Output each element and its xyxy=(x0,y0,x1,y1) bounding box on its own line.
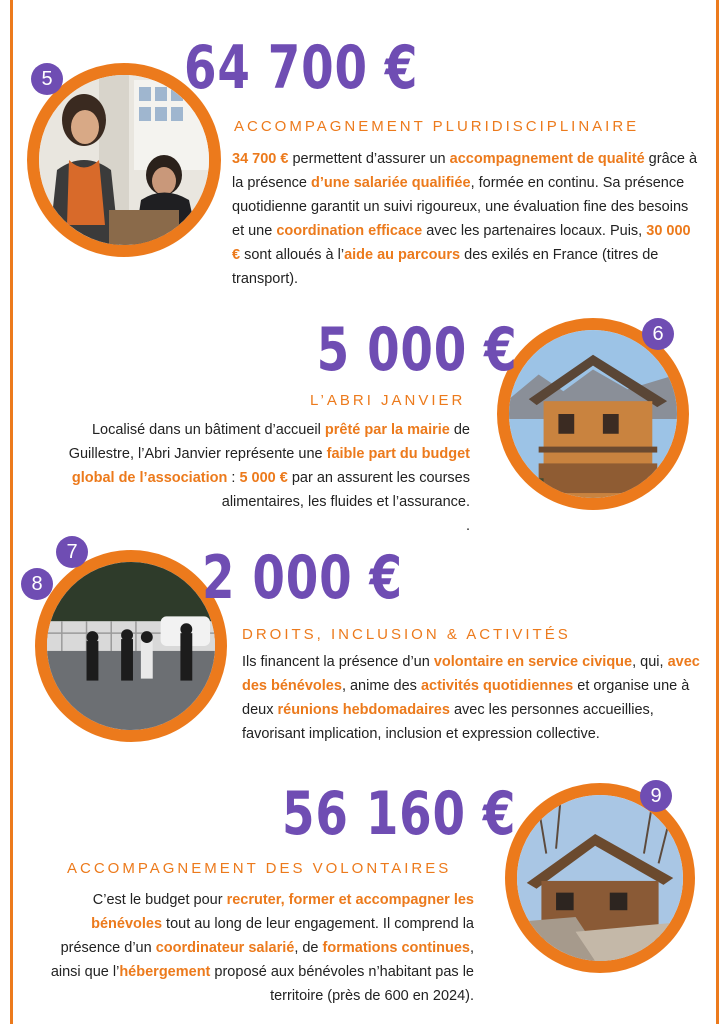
left-border xyxy=(10,0,13,1024)
section-number-badge: 8 xyxy=(21,568,53,600)
section-title: ACCOMPAGNEMENT DES VOLONTAIRES xyxy=(67,860,452,877)
section-amount: 5 000 € xyxy=(317,315,518,385)
right-border xyxy=(716,0,719,1024)
section-title: DROITS, INCLUSION & ACTIVITÉS xyxy=(242,626,571,643)
trailing-dot: . xyxy=(465,518,470,534)
section-amount: 2 000 € xyxy=(202,543,403,613)
section-description: Localisé dans un bâtiment d’accueil prêté par la mairie de Guillestre, l’Abri Janvier représente une faible part du budget global de l’association : 5 000 € par an assurent les courses alimentaires, les fluides et l’assurance. . xyxy=(68,422,470,534)
section-description: 34 700 € permettent d’assurer un accompagnement de qualité grâce à la présence d’une salariée qualifiée, formée en continu. Sa présence quotidienne garantit un suivi rigoureux, une évaluation fine des besoins et une coordination efficace avec les partenaires locaux. Puis, 30 000 € sont alloués à l’aide au parcours des exilés en France (titres de transport). xyxy=(232,151,698,287)
section-number-badge: 6 xyxy=(642,318,674,350)
section-description: Ils financent la présence d’un volontaire en service civique, qui, avec des bénévoles, anime des activités quotidiennes et organise une à deux réunions hebdomadaires avec les personnes accueillies, favorisant implication, inclusion et expression collective. xyxy=(242,654,700,742)
section-number-badge: 7 xyxy=(56,536,88,568)
section-description: C’est le budget pour recruter, former et accompagner les bénévoles tout au long de leur engagement. Il comprend la présence d’un coordinateur salarié, de formations continues, ainsi que l’hébergement proposé aux bénévoles n’habitant pas le territoire (près de 600 en 2024). xyxy=(50,892,474,1004)
section-title: ACCOMPAGNEMENT PLURIDISCIPLINAIRE xyxy=(234,118,640,135)
photo-football-circle xyxy=(35,550,227,742)
section-title: L’ABRI JANVIER xyxy=(310,392,466,409)
photo-cabin-circle xyxy=(505,783,695,973)
section-number-badge: 9 xyxy=(640,780,672,812)
section-amount: 56 160 € xyxy=(281,779,516,849)
section-number-badge: 5 xyxy=(31,63,63,95)
section-amount: 64 700 € xyxy=(184,33,419,103)
